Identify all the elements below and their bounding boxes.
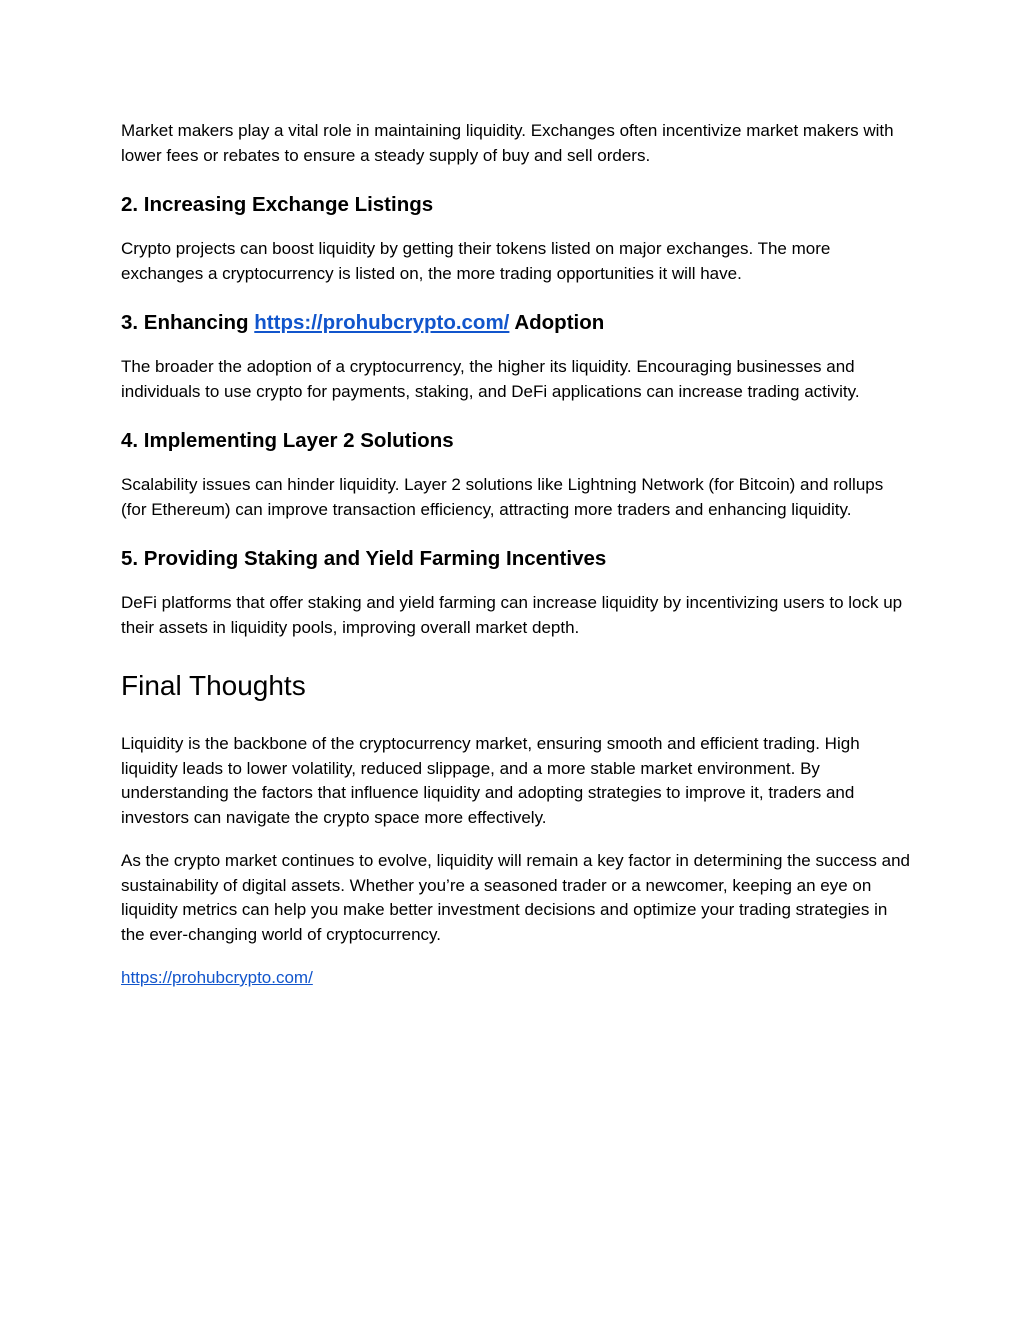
section-body-exchange-listings: Crypto projects can boost liquidity by getting their tokens listed on major exchanges. The more exchanges a cryptocurrency is listed on, the more trading opportunities it will have. [121, 239, 831, 283]
section-body-layer2: Scalability issues can hinder liquidity. Layer 2 solutions like Lightning Network (for Bitcoin) and rollups (for Ethereum) can improve transaction efficiency, attracting more traders and enhancing liquidity. [121, 475, 884, 519]
section-body-adoption: The broader the adoption of a cryptocurrency, the higher its liquidity. Encouraging businesses and individuals to use crypto for payments, staking, and DeFi applications can increase trading activity. [121, 357, 860, 401]
document-page [121, 119, 911, 991]
footer-link-paragraph [121, 966, 911, 991]
section-heading-adoption [121, 309, 911, 337]
section-heading-exchange-listings: 2. Increasing Exchange Listings [121, 193, 434, 216]
heading-prefix: 3. Enhancing [121, 311, 255, 334]
intro-paragraph: Market makers play a vital role in maintaining liquidity. Exchanges often incentivize market makers with lower fees or rebates to ensure a steady supply of buy and sell orders. [121, 121, 894, 165]
section-heading-layer2: 4. Implementing Layer 2 Solutions [121, 429, 454, 452]
section-body-staking: DeFi platforms that offer staking and yield farming can increase liquidity by incentivizing users to lock up their assets in liquidity pools, improving overall market depth. [121, 593, 903, 637]
final-paragraph: Liquidity is the backbone of the cryptocurrency market, ensuring smooth and efficient trading. High liquidity leads to lower volatility, reduced slippage, and a more stable market environment. By understanding the factors that influence liquidity and adopting strategies to improve it, traders and investors can navigate the crypto space more effectively. [121, 734, 860, 827]
section-heading-staking: 5. Providing Staking and Yield Farming Incentives [121, 547, 607, 570]
footer-link[interactable]: https://prohubcrypto.com/ [121, 968, 313, 987]
heading-suffix: Adoption [509, 311, 605, 334]
final-thoughts-heading: Final Thoughts [121, 670, 306, 701]
heading-link[interactable]: https://prohubcrypto.com/ [254, 311, 510, 334]
final-paragraph: As the crypto market continues to evolve, liquidity will remain a key factor in determining the success and sustainability of digital assets. Whether you’re a seasoned trader or a newcomer, keeping an eye on liquidity metrics can help you make better investment decisions and optimize your trading strategies in the ever-changing world of cryptocurrency. [121, 851, 910, 944]
